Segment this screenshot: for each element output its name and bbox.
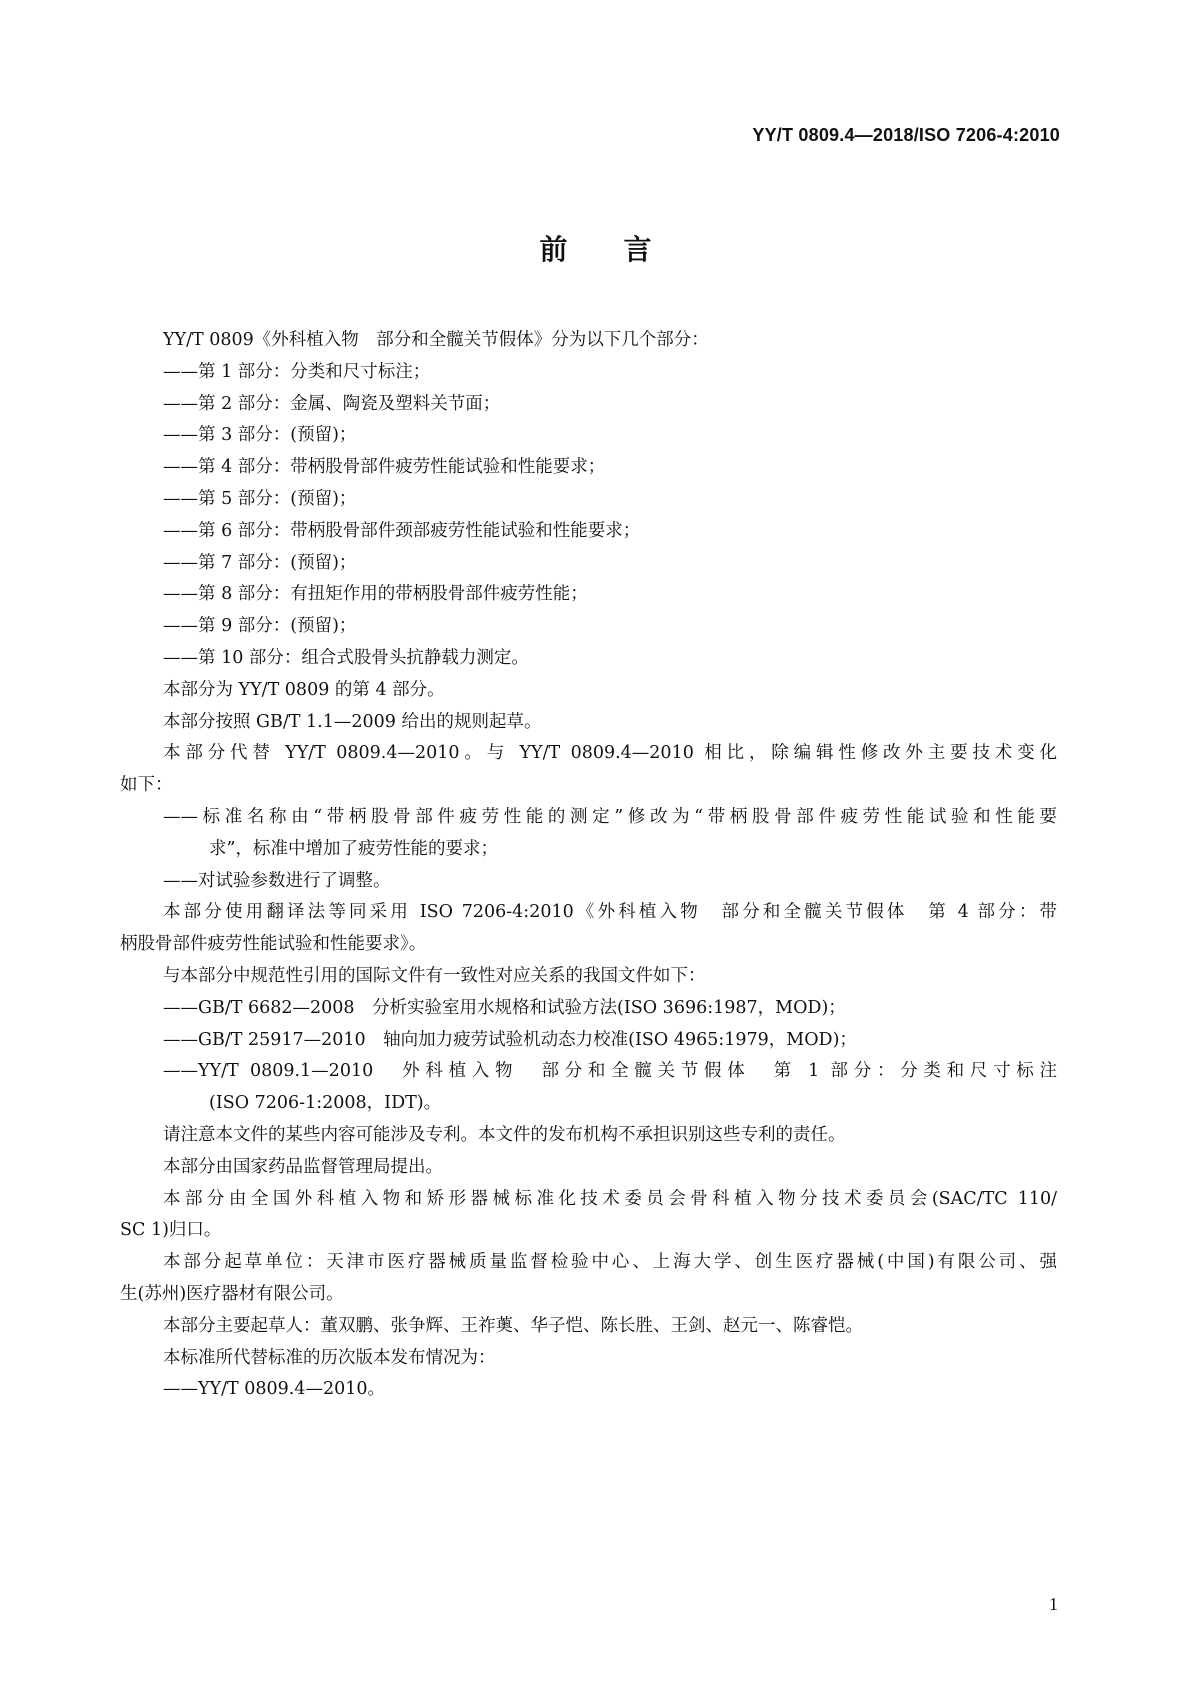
list-item-part-5: ——第 5 部分：(预留)；	[163, 488, 357, 509]
standard-code-header: YY/T 0809.4—2018/ISO 7206-4:2010	[752, 125, 1060, 145]
list-item-part-10: ——第 10 部分：组合式股骨头抗静载力测定。	[163, 647, 529, 668]
list-item-part-9: ——第 9 部分：(预留)；	[163, 616, 357, 637]
list-item-change-2: ——对试验参数进行了调整。	[163, 870, 391, 891]
paragraph-intro: YY/T 0809《外科植入物 部分和全髋关节假体》分为以下几个部分：	[163, 330, 709, 350]
list-item-part-8: ——第 8 部分：有扭矩作用的带柄股骨部件疲劳性能；	[163, 584, 588, 605]
paragraph-committee-cont: SC 1)归口。	[120, 1220, 222, 1241]
list-item-part-1: ——第 1 部分：分类和尺寸标注；	[163, 361, 431, 382]
page-number: 1	[1049, 1594, 1058, 1614]
paragraph-drafting-units: 本部分起草单位：天津市医疗器械质量监督检验中心、上海大学、创生医疗器械(中国)有限公司、强	[163, 1252, 1057, 1273]
paragraph-drafters: 本部分主要起草人：董双鹏、张争辉、王祚薁、华子恺、陈长胜、王剑、赵元一、陈睿恺。	[163, 1315, 863, 1336]
list-item-history-1: ——YY/T 0809.4—2010。	[163, 1379, 386, 1400]
paragraph-part-statement: 本部分为 YY/T 0809 的第 4 部分。	[163, 679, 445, 700]
page-title: 前言	[539, 233, 708, 266]
list-item-ref-2: ——GB/T 25917—2010 轴向加力疲劳试验机动态力校准(ISO 4965:1979，MOD)；	[163, 1029, 857, 1050]
list-item-part-2: ——第 2 部分：金属、陶瓷及塑料关节面；	[163, 393, 501, 414]
paragraph-patent: 请注意本文件的某些内容可能涉及专利。本文件的发布机构不承担识别这些专利的责任。	[163, 1124, 846, 1145]
list-item-ref-3-cont: (ISO 7206-1:2008，IDT)。	[209, 1093, 442, 1114]
list-item-part-4: ——第 4 部分：带柄股骨部件疲劳性能试验和性能要求；	[163, 457, 606, 478]
paragraph-proposer: 本部分由国家药品监督管理局提出。	[163, 1156, 443, 1177]
paragraph-translation: 本部分使用翻译法等同采用 ISO 7206-4:2010《外科植入物 部分和全髋关节假体 第 4 部分：带	[163, 902, 1057, 923]
list-item-part-6: ——第 6 部分：带柄股骨部件颈部疲劳性能试验和性能要求；	[163, 520, 641, 541]
list-item-ref-1: ——GB/T 6682—2008 分析实验室用水规格和试验方法(ISO 3696:1987，MOD)；	[163, 997, 846, 1018]
foreword-body	[120, 325, 1057, 1406]
paragraph-replaces-cont: 如下：	[120, 775, 173, 796]
list-item-part-7: ——第 7 部分：(预留)；	[163, 552, 357, 573]
list-item-part-3: ——第 3 部分：(预留)；	[163, 425, 357, 446]
list-item-change-1: ——标准名称由“带柄股骨部件疲劳性能的测定”修改为“带柄股骨部件疲劳性能试验和性能要	[163, 806, 1057, 827]
paragraph-replaces: 本部分代替 YY/T 0809.4—2010。与 YY/T 0809.4—2010 相比，除编辑性修改外主要技术变化	[163, 743, 1057, 764]
paragraph-committee: 本部分由全国外科植入物和矫形器械标准化技术委员会骨科植入物分技术委员会(SAC/TC 110/	[163, 1188, 1057, 1209]
paragraph-references: 与本部分中规范性引用的国际文件有一致性对应关系的我国文件如下：	[163, 965, 706, 986]
list-item-change-1-cont: 求”，标准中增加了疲劳性能的要求；	[209, 838, 498, 859]
list-item-ref-3: ——YY/T 0809.1—2010 外科植入物 部分和全髋关节假体 第 1 部分：分类和尺寸标注	[163, 1061, 1057, 1082]
paragraph-history: 本标准所代替标准的历次版本发布情况为：	[163, 1347, 496, 1368]
paragraph-drafting-rules: 本部分按照 GB/T 1.1—2009 给出的规则起草。	[163, 711, 542, 732]
paragraph-translation-cont: 柄股骨部件疲劳性能试验和性能要求》。	[120, 934, 427, 955]
paragraph-drafting-units-cont: 生(苏州)医疗器材有限公司。	[120, 1283, 344, 1304]
